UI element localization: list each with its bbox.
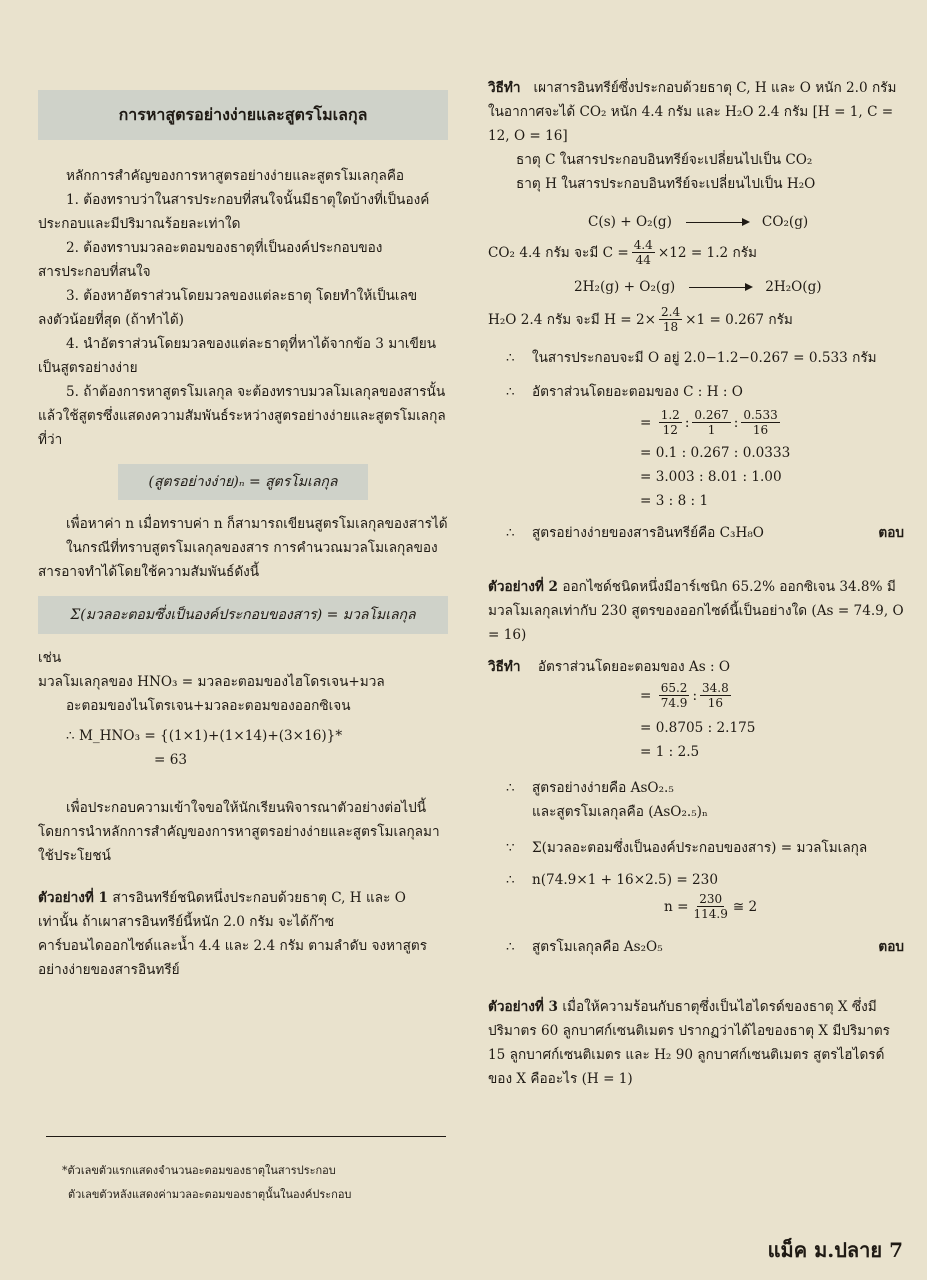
- solution-1-carbon: ธาตุ C ในสารประกอบอินทรีย์จะเปลี่ยนไปเป็น CO₂: [516, 152, 813, 168]
- solution-1-intro: [488, 76, 904, 148]
- example-calc-2: = 63: [154, 752, 188, 768]
- fraction-denominator: 12: [662, 423, 678, 437]
- fraction-numerator: 230: [699, 892, 723, 906]
- answer-label: ตอบ: [878, 939, 904, 955]
- fraction-numerator: 2.4: [661, 305, 681, 319]
- example-line-2: อะตอมของไนโตรเจน+มวลอะตอมของออกซิเจน: [66, 698, 351, 714]
- footnote-2: ตัวเลขตัวหลังแสดงค่ามวลอะตอมของธาตุนั้นในองค์ประกอบ: [68, 1188, 352, 1201]
- left-column: [38, 90, 448, 982]
- empirical-result-1-text: สูตรอย่างง่ายของสารอินทรีย์คือ C₃H₈O: [532, 525, 764, 541]
- solution-1-text: เผาสารอินทรีย์ซึ่งประกอบด้วยธาตุ C, H และ O หนัก 2.0 กรัม ในอากาศจะได้ CO₂ หนัก 4.4 กรัม และ H₂O 2.4 กรัม [H = 1, C = 12, O = 16]: [488, 80, 897, 144]
- principle-4: 4. นำอัตราส่วนโดยมวลของแต่ละธาตุที่หาได้จากข้อ 3 มาเขียนเป็นสูตรอย่างง่าย: [38, 336, 437, 376]
- because-line: [488, 836, 904, 860]
- reaction-carbon-product: CO₂(g): [761, 214, 809, 230]
- fraction-denominator: 44: [635, 253, 651, 267]
- fraction-numerator: 1.2: [660, 408, 680, 422]
- example-2-label: ตัวอย่างที่ 2: [488, 579, 559, 595]
- fraction-numerator: 34.8: [702, 681, 729, 695]
- therefore-symbol: ∴: [506, 350, 515, 366]
- fraction-numerator: 65.2: [660, 681, 688, 695]
- ratio-step-4: = 3 : 8 : 1: [640, 493, 709, 509]
- example-1-text: สารอินทรีย์ชนิดหนึ่งประกอบด้วยธาตุ C, H และ O เท่านั้น ถ้าเผาสารอินทรีย์นี้หนัก 2.0 กรัม จะได้ก๊าซคาร์บอนไดออกไซด์และน้ำ 4.4 และ 2.4 กรัม ตามลำดับ จงหาสูตรอย่างง่ายของสารอินทรีย์: [38, 890, 428, 978]
- solution-1-hydrogen: ธาตุ H ในสารประกอบอินทรีย์จะเปลี่ยนไปเป็น H₂O: [516, 176, 816, 192]
- n-result: [488, 892, 904, 921]
- example-1-label: ตัวอย่างที่ 1: [38, 890, 109, 906]
- paragraph-find-n: เพื่อหาค่า n เมื่อทราบค่า n ก็สามารถเขียนสูตรโมเลกุลของสารได้: [66, 516, 448, 532]
- calc-hydrogen-mass: [488, 305, 904, 334]
- molecular-formula-n: และสูตรโมเลกุลคือ (AsO₂.₅)ₙ: [532, 804, 708, 820]
- calc-oxygen-text: ในสารประกอบจะมี O อยู่ 2.0−1.2−0.267 = 0.533 กรัม: [532, 350, 877, 366]
- example-calc-1: ∴ M_HNO₃ = {(1×1)+(1×14)+(3×16)}*: [66, 728, 343, 744]
- solution-2-intro: [488, 655, 904, 679]
- intro-paragraph: หลักการสำคัญของการหาสูตรอย่างง่ายและสูตรโมเลกุลคือ: [66, 168, 405, 184]
- calc-carbon-suffix: ×12 = 1.2 กรัม: [657, 244, 757, 261]
- reaction-hydrogen: [488, 275, 904, 299]
- fraction-denominator: 74.9: [660, 696, 688, 710]
- reaction-arrow-icon: [686, 222, 748, 223]
- section-heading: การหาสูตรอย่างง่ายและสูตรโมเลกุล: [38, 90, 448, 140]
- fraction-denominator: 1: [707, 423, 716, 437]
- calc-oxygen-mass: [488, 346, 904, 370]
- footnote-rule: [46, 1136, 446, 1137]
- paragraph-consider: เพื่อประกอบความเข้าใจขอให้นักเรียนพิจารณาตัวอย่างต่อไปนี้ โดยการนำหลักการสำคัญของการหาสูตรอย่างง่ายและสูตรโมเลกุลมาใช้ประโยชน์: [38, 800, 440, 864]
- example-2-problem: [488, 575, 904, 647]
- principle-5: 5. ถ้าต้องการหาสูตรโมเลกุล จะต้องทราบมวลโมเลกุลของสารนั้น แล้วใช้สูตรซึ่งแสดงความสัมพันธ์ระหว่างสูตรอย่างง่ายและสูตรโมเลกุล ที่ว่า: [38, 384, 446, 448]
- formula-box-sum: Σ(มวลอะตอมซึ่งเป็นองค์ประกอบของสาร) = มวลโมเลกุล: [38, 596, 448, 634]
- fraction-denominator: 16: [707, 696, 724, 710]
- ratio-as-o-fractions: = $\frac{65.2}{74.9}$ : $\frac{34.8}{16}$: [640, 681, 729, 710]
- paragraph-molar-mass: ในกรณีที่ทราบสูตรโมเลกุลของสาร การคำนวณมวลโมเลกุลของสารอาจทำได้โดยใช้ความสัมพันธ์ดังนี้: [38, 540, 438, 580]
- fraction-denominator: 114.9: [693, 907, 728, 921]
- n-result-suffix: ≅ 2: [732, 898, 758, 915]
- ratio-as-o-step-2: = 0.8705 : 2.175: [640, 720, 756, 736]
- therefore-symbol: ∴: [506, 525, 515, 541]
- calc-hydrogen-prefix: H₂O 2.4 กรัม จะมี H = 2×: [488, 311, 656, 328]
- principle-1: 1. ต้องทราบว่าในสารประกอบที่สนใจนั้นมีธาตุใดบ้างที่เป็นองค์ประกอบและมีปริมาณร้อยละเท่าใด: [38, 192, 430, 232]
- because-symbol: ∵: [506, 840, 515, 856]
- fraction: [659, 681, 690, 710]
- example-2-text: ออกไซด์ชนิดหนึ่งมีอาร์เซนิก 65.2% ออกซิเจน 34.8% มีมวลโมเลกุลเท่ากับ 230 สูตรของออกไซด์นี้เป็นอย่างใด (As = 74.9, O = 16): [488, 579, 904, 643]
- reaction-hydrogen-reactants: 2H₂(g) + O₂(g): [574, 279, 676, 295]
- fraction: [700, 681, 731, 710]
- fraction-numerator: 4.4: [633, 238, 653, 252]
- fraction-numerator: 0.267: [694, 408, 729, 422]
- fraction: [741, 408, 779, 437]
- reaction-carbon-reactants: C(s) + O₂(g): [588, 214, 672, 230]
- empirical-result-2-text: สูตรอย่างง่ายคือ AsO₂.₅: [532, 780, 674, 796]
- principle-3: 3. ต้องหาอัตราส่วนโดยมวลของแต่ละธาตุ โดยทำให้เป็นเลขลงตัวน้อยที่สุด (ถ้าทำได้): [38, 288, 418, 328]
- fraction-denominator: 16: [752, 423, 769, 437]
- reaction-carbon: [488, 210, 904, 234]
- n-equation: [488, 868, 904, 892]
- solution-label: วิธีทำ: [488, 80, 521, 96]
- fraction-denominator: 18: [662, 320, 679, 334]
- example-3-problem: [488, 995, 904, 1091]
- fraction: [659, 408, 682, 437]
- example-line-1: มวลโมเลกุลของ HNO₃ = มวลอะตอมของไฮโดรเจน+มวล: [38, 674, 385, 690]
- fraction: [691, 892, 729, 921]
- ratio-as-o-step-3: = 1 : 2.5: [640, 744, 700, 760]
- formula-box-empirical: (สูตรอย่างง่าย)ₙ = สูตรโมเลกุล: [118, 464, 368, 500]
- principle-2: 2. ต้องทราบมวลอะตอมของธาตุที่เป็นองค์ประกอบของสารประกอบที่สนใจ: [38, 240, 383, 280]
- molecular-result: [488, 935, 904, 959]
- ratio-step-3: = 3.003 : 8.01 : 1.00: [640, 469, 782, 485]
- ratio-heading-text: อัตราส่วนโดยอะตอมของ C : H : O: [532, 384, 743, 400]
- page-number: แม็ค ม.ปลาย 7: [767, 1238, 903, 1262]
- therefore-symbol: ∴: [506, 780, 515, 796]
- ratio-fractions: = $\frac{1.2}{12}$ : $\frac{0.267}{1}$ : $\frac{0.533}{16}$: [640, 408, 778, 437]
- reaction-hydrogen-product: 2H₂O(g): [765, 279, 822, 295]
- empirical-result-2: [488, 776, 904, 800]
- right-column: [488, 76, 904, 1091]
- therefore-symbol: ∴: [506, 939, 515, 955]
- molecular-result-text: สูตรโมเลกุลคือ As₂O₅: [532, 939, 663, 955]
- ratio-step-2: = 0.1 : 0.267 : 0.0333: [640, 445, 791, 461]
- therefore-symbol: ∴: [506, 872, 515, 888]
- calc-hydrogen-suffix: ×1 = 0.267 กรัม: [685, 311, 793, 328]
- fraction-numerator: 0.533: [743, 408, 778, 422]
- n-result-prefix: n =: [664, 898, 689, 915]
- empirical-result-1: [488, 521, 904, 545]
- ratio-heading: [488, 380, 904, 404]
- therefore-symbol: ∴: [506, 384, 515, 400]
- n-equation-text: n(74.9×1 + 16×2.5) = 230: [532, 872, 718, 888]
- example-3-text: เมื่อให้ความร้อนกับธาตุซึ่งเป็นไฮไดรด์ของธาตุ X ซึ่งมีปริมาตร 60 ลูกบาศก์เซนติเมตร ปรากฏว่าได้ไอของธาตุ X มีปริมาตร 15 ลูกบาศก์เซนติเมตร และ H₂ 90 ลูกบาศก์เซนติเมตร สูตรไฮไดรด์ของ X คืออะไร (H = 1): [488, 999, 890, 1087]
- calc-carbon-mass: [488, 238, 904, 267]
- solution-2-text: อัตราส่วนโดยอะตอมของ As : O: [537, 659, 731, 675]
- fraction: [632, 238, 655, 267]
- example-3-label: ตัวอย่างที่ 3: [488, 999, 559, 1015]
- example-1-problem: [38, 886, 448, 982]
- reaction-arrow-icon: [689, 287, 751, 288]
- calc-carbon-prefix: CO₂ 4.4 กรัม จะมี C =: [488, 244, 629, 261]
- answer-label: ตอบ: [878, 525, 904, 541]
- fraction: [692, 408, 730, 437]
- solution-label: วิธีทำ: [488, 659, 521, 675]
- fraction: [659, 305, 682, 334]
- because-text: Σ(มวลอะตอมซึ่งเป็นองค์ประกอบของสาร) = มวลโมเลกุล: [532, 840, 868, 856]
- footnote-1: *ตัวเลขตัวแรกแสดงจำนวนอะตอมของธาตุในสารประกอบ: [62, 1164, 336, 1177]
- example-label: เช่น: [38, 650, 62, 666]
